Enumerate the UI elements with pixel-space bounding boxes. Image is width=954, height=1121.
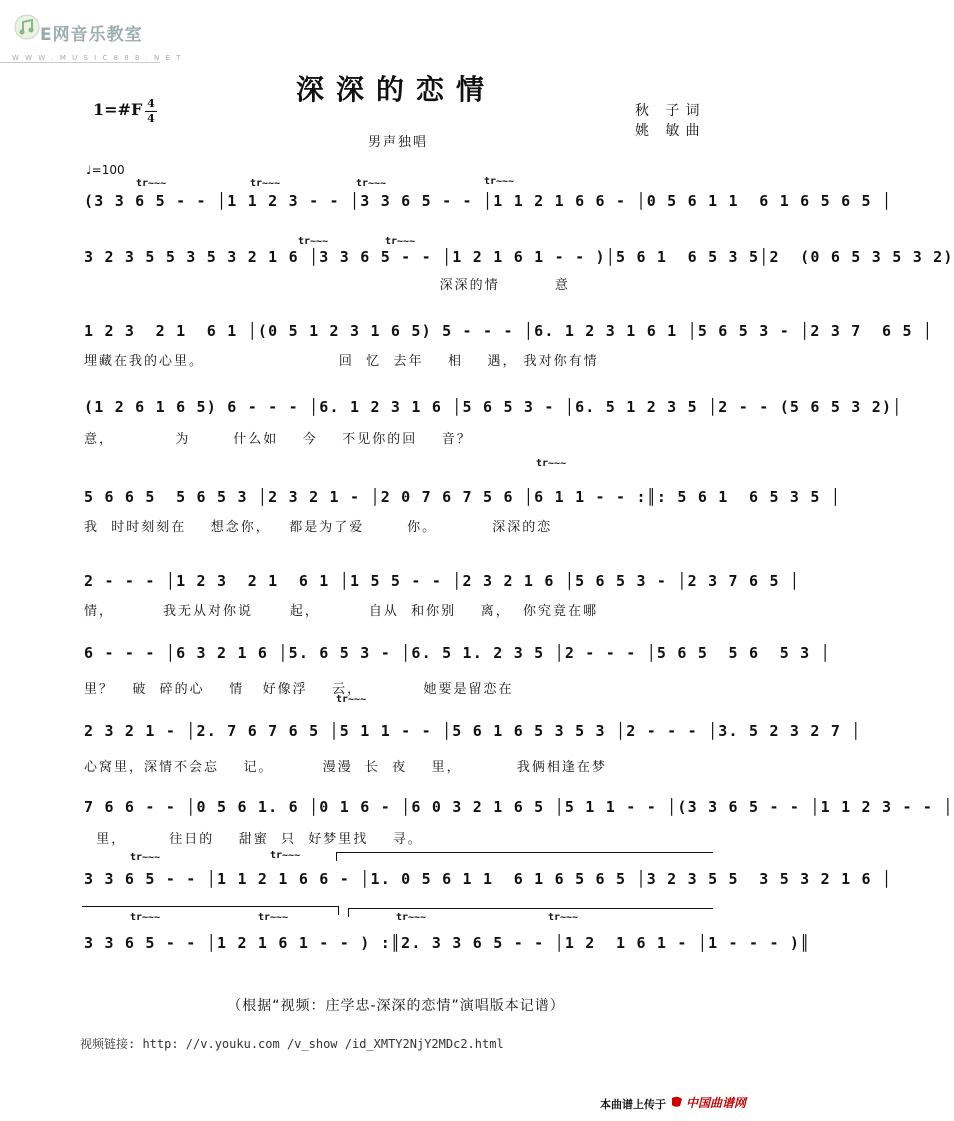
composer-credit: 姚 敏曲	[635, 123, 706, 139]
trill-mark: tr~~~	[270, 850, 301, 861]
site-logo-text: E网音乐教室	[40, 25, 143, 45]
logo-divider	[0, 62, 160, 63]
score-system-1: (3 3 6 5 - - │1 1 2 3 - - │3 3 6 5 - - │1 1 2 1 6 6 - │0 5 6 1 1 6 1 6 5 6 5 │	[84, 192, 893, 210]
lyrics-line-9: 里， 往日的 甜蜜 只 好梦里找 寻。	[84, 832, 423, 847]
lyricist-credit: 秋 子词	[635, 103, 706, 119]
volta-1-continuation	[82, 906, 339, 915]
site-logo-icon	[670, 1096, 684, 1108]
song-title: 深深的恋情	[295, 73, 496, 106]
lyrics-line-3: 埋藏在我的心里。 回 忆 去年 相 遇， 我对你有情	[84, 354, 599, 369]
lyrics-line-4: 意， 为 什么如 今 不见你的回 音？	[84, 432, 472, 447]
score-system-9: 7 6 6 - - │0 5 6 1. 6 │0 1 6 - │6 0 3 2 1 6 5 │5 1 1 - - │(3 3 6 5 - - │1 1 2 3 - - │	[84, 798, 954, 816]
lyrics-line-8: 心窝里，深情不会忘 记。 漫漫 长 夜 里， 我俩相逢在梦	[84, 760, 607, 775]
volta-2-bracket	[348, 908, 713, 917]
trill-mark: tr~~~	[548, 912, 579, 923]
video-link[interactable]: 视频链接: http: //v.youku.com /v_show /id_XMTY2NjY2MDc2.html	[80, 1037, 504, 1051]
lyrics-line-7: 里？ 破 碎的心 情 好像浮 云， 她要是留恋在	[84, 682, 514, 697]
trill-mark: tr~~~	[136, 178, 167, 189]
upload-label: 本曲谱上传于	[600, 1098, 666, 1111]
trill-mark: tr~~~	[250, 178, 281, 189]
trill-mark: tr~~~	[130, 852, 161, 863]
score-system-11: 3 3 6 5 - - │1 2 1 6 1 - - ) :║2. 3 3 6 5 - - │1 2 1 6 1 - │1 - - - )║	[84, 934, 811, 952]
score-system-6: 2 - - - │1 2 3 2 1 6 1 │1 5 5 - - │2 3 2 1 6 │5 6 5 3 - │2 3 7 6 5 │	[84, 572, 801, 590]
score-system-10: 3 3 6 5 - - │1 1 2 1 6 6 - │1. 0 5 6 1 1 6 1 6 5 6 5 │3 2 3 5 5 3 5 3 2 1 6 │	[84, 870, 893, 888]
tempo-marking: ♩=100	[86, 163, 125, 177]
trill-mark: tr~~~	[298, 236, 329, 247]
trill-mark: tr~~~	[258, 912, 289, 923]
trill-mark: tr~~~	[356, 178, 387, 189]
site-logo-url: W W W . M U S I C 8 8 8 . N E T	[12, 54, 183, 62]
time-sig-top: 4	[147, 97, 155, 110]
lyrics-line-2: 深深的情 意	[84, 278, 570, 293]
key-signature: 1=#F	[93, 100, 143, 119]
score-system-3: 1 2 3 2 1 6 1 │(0 5 1 2 3 1 6 5) 5 - - - │6. 1 2 3 1 6 1 │5 6 5 3 - │2 3 7 6 5 │	[84, 322, 934, 340]
lyrics-line-5: 我 时时刻刻在 想念你， 都是为了爱 你。 深深的恋	[84, 520, 553, 535]
site-name[interactable]: 中国曲谱网	[686, 1096, 747, 1110]
score-system-4: (1 2 6 1 6 5) 6 - - - │6. 1 2 3 1 6 │5 6 5 3 - │6. 5 1 2 3 5 │2 - - (5 6 5 3 2)│	[84, 398, 903, 416]
trill-mark: tr~~~	[336, 694, 367, 705]
time-sig-bottom: 4	[147, 112, 155, 125]
score-system-8: 2 3 2 1 - │2. 7 6 7 6 5 │5 1 1 - - │5 6 1 6 5 3 5 3 │2 - - - │3. 5 2 3 2 7 │	[84, 722, 862, 740]
performance-type: 男声独唱	[368, 135, 429, 150]
trill-mark: tr~~~	[536, 458, 567, 469]
score-system-7: 6 - - - │6 3 2 1 6 │5. 6 5 3 - │6. 5 1. 2 3 5 │2 - - - │5 6 5 5 6 5 3 │	[84, 644, 831, 662]
score-system-2: 3 2 3 5 5 3 5 3 2 1 6 │3 3 6 5 - - │1 2 1 6 1 - - )│5 6 1 6 5 3 5│2 (0 6 5 3 5 3 2)	[84, 248, 954, 266]
trill-mark: tr~~~	[385, 236, 416, 247]
volta-1-bracket	[336, 852, 713, 861]
score-system-5: 5 6 6 5 5 6 5 3 │2 3 2 1 - │2 0 7 6 7 5 6 │6 1 1 - - :║: 5 6 1 6 5 3 5 │	[84, 488, 842, 506]
music-note-logo-icon	[14, 14, 40, 40]
lyrics-line-6: 情， 我无从对你说 起， 自从 和你别 离， 你究竟在哪	[84, 604, 598, 619]
transcription-source-note: （根据“视频：庄学忠-深深的恋情”演唱版本记谱）	[227, 998, 565, 1014]
trill-mark: tr~~~	[484, 176, 515, 187]
time-signature	[145, 98, 157, 125]
trill-mark: tr~~~	[396, 912, 427, 923]
trill-mark: tr~~~	[130, 912, 161, 923]
